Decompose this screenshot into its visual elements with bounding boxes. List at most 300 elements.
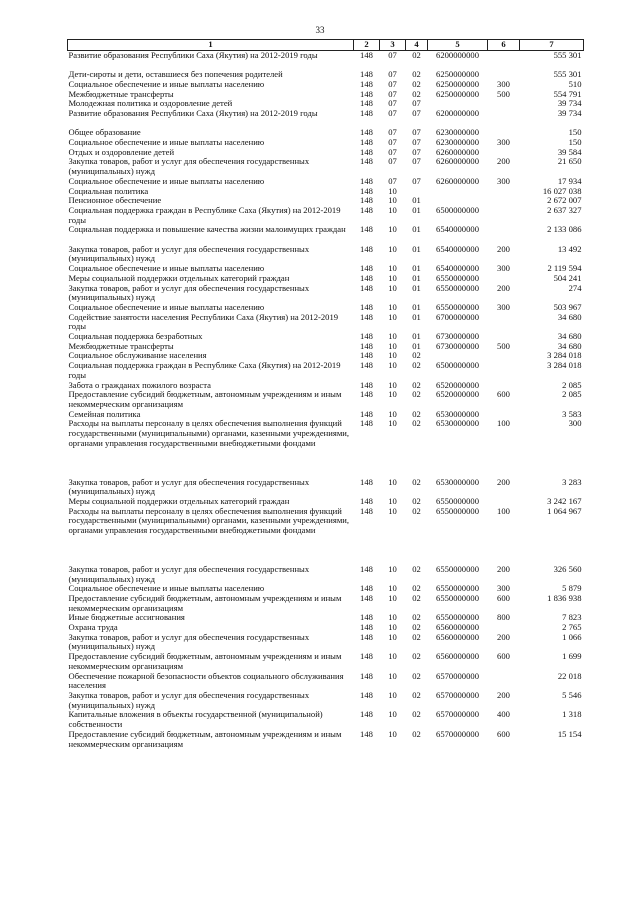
- cell-type: [488, 672, 520, 691]
- cell-section: 10: [388, 379, 397, 390]
- cell-code: 148: [360, 651, 373, 662]
- cell-name: Меры социальной поддержки отдельных категорий граждан: [68, 272, 290, 283]
- cell-target: 6700000000: [436, 311, 479, 322]
- cell-code: 148: [360, 272, 373, 283]
- cell-code: 148: [360, 204, 373, 215]
- cell-code: 148: [360, 418, 373, 429]
- cell-subsection: 02: [412, 418, 421, 429]
- cell-section: 10: [388, 690, 397, 700]
- spacer-cell: [68, 119, 584, 129]
- cell-section: 10: [388, 622, 397, 633]
- cell-name: Социальная поддержка граждан в Республике Саха (Якутия) на 2012-2019 годы: [68, 360, 341, 380]
- cell-name: Социальное обеспечение и иные выплаты населению: [68, 175, 265, 186]
- cell-target: 6550000000: [436, 282, 479, 293]
- cell-subsection: 01: [412, 204, 421, 215]
- cell-type: [488, 361, 520, 380]
- cell-subsection: 02: [412, 360, 421, 371]
- cell-type: 300: [497, 137, 510, 147]
- cell-type: 300: [497, 583, 510, 594]
- cell-target: 6570000000: [436, 728, 479, 739]
- cell-subsection: 02: [412, 49, 421, 60]
- cell-target: 6560000000: [436, 651, 479, 662]
- cell-amount: 150: [568, 137, 582, 147]
- cell-code: 148: [360, 263, 373, 274]
- cell-section: 07: [388, 78, 397, 89]
- header-col-1: 1: [68, 40, 354, 51]
- table-row: [68, 672, 584, 691]
- cell-subsection: 02: [412, 631, 421, 642]
- cell-code: 148: [360, 175, 373, 186]
- cell-type: 200: [497, 563, 510, 574]
- cell-subsection: 02: [412, 379, 421, 390]
- cell-amount: 2 765: [562, 622, 582, 633]
- cell-code: 148: [360, 612, 373, 623]
- cell-target: 6560000000: [436, 622, 479, 633]
- cell-name: Социальная политика: [68, 185, 149, 196]
- cell-amount: 2 085: [562, 379, 582, 390]
- cell-target: 6550000000: [436, 495, 479, 506]
- cell-amount: 21 650: [557, 156, 582, 167]
- cell-subsection: 01: [412, 224, 421, 235]
- cell-target: 6570000000: [436, 670, 479, 681]
- cell-amount: 2 133 086: [547, 224, 582, 235]
- cell-target: 6540000000: [436, 243, 479, 254]
- cell-name: Социальная поддержка граждан в Республике Саха (Якутия) на 2012-2019 годы: [68, 204, 341, 225]
- cell-amount: 39 584: [557, 146, 582, 157]
- cell-subsection: 02: [412, 651, 421, 662]
- cell-code: 148: [360, 224, 373, 235]
- cell-amount: 1 318: [562, 709, 582, 720]
- cell-amount: 5 879: [562, 583, 582, 594]
- cell-section: 10: [388, 185, 397, 196]
- table-row: [68, 419, 584, 477]
- cell-code: 148: [360, 389, 373, 400]
- cell-type: [488, 187, 520, 197]
- cell-target: [428, 187, 488, 197]
- cell-target: 6550000000: [436, 583, 479, 594]
- cell-type: 600: [497, 651, 510, 662]
- cell-code: 148: [360, 49, 373, 60]
- cell-section: 07: [388, 156, 397, 167]
- cell-target: 6500000000: [436, 360, 479, 371]
- cell-name: Предоставление субсидий бюджетным, автономным учреждениям и иным некоммерческим организациям: [68, 728, 342, 749]
- cell-type: 600: [497, 728, 510, 739]
- cell-name: Межбюджетные трансферты: [68, 340, 174, 351]
- cell-amount: 274: [568, 282, 582, 293]
- cell-subsection: 02: [412, 728, 421, 739]
- cell-code: 148: [360, 728, 373, 739]
- cell-subsection: 01: [412, 272, 421, 283]
- cell-subsection: 02: [412, 612, 421, 623]
- cell-subsection: 02: [412, 670, 421, 681]
- table-row: [68, 613, 584, 623]
- cell-type: 300: [497, 263, 510, 274]
- cell-name: Обеспечение пожарной безопасности объектов социального обслуживания населения: [68, 670, 344, 691]
- cell-section: 10: [388, 612, 397, 623]
- cell-name: Закупка товаров, работ и услуг для обеспечения государственных (муниципальных) нужд: [68, 690, 310, 710]
- cell-section: 10: [388, 389, 397, 400]
- cell-target: 6200000000: [436, 49, 479, 60]
- cell-section: 10: [388, 408, 397, 419]
- cell-section: 10: [388, 340, 397, 351]
- cell-name: Расходы на выплаты персоналу в целях обеспечения выполнения функций государственными (муниципальными) органами, казенными учреждениями, органами управления государственными внебюджетными фондами: [68, 418, 350, 448]
- cell-name: Меры социальной поддержки отдельных категорий граждан: [68, 495, 290, 506]
- cell-section: 10: [388, 709, 397, 720]
- cell-code: 148: [360, 622, 373, 633]
- cell-target: 6550000000: [436, 301, 479, 312]
- cell-target: 6530000000: [436, 476, 479, 487]
- cell-section: 10: [388, 311, 397, 322]
- page-number: 33: [315, 25, 325, 35]
- table-row: [68, 507, 584, 565]
- table-header-row: [68, 40, 584, 51]
- cell-code: 148: [360, 127, 373, 138]
- cell-section: 07: [388, 137, 397, 147]
- cell-name: Межбюджетные трансферты: [68, 88, 174, 99]
- cell-name: Социальное обслуживание населения: [68, 350, 207, 361]
- cell-subsection: 07: [412, 127, 421, 138]
- cell-section: 10: [388, 476, 397, 487]
- cell-subsection: 02: [412, 88, 421, 99]
- cell-code: 148: [360, 69, 373, 80]
- cell-name: Закупка товаров, работ и услуг для обеспечения государственных (муниципальных) нужд: [68, 631, 310, 652]
- cell-amount: 150: [568, 127, 582, 138]
- cell-section: 07: [388, 146, 397, 157]
- cell-amount: 555 301: [553, 49, 582, 60]
- cell-name: Общее образование: [68, 127, 141, 138]
- cell-code: 148: [360, 146, 373, 157]
- cell-code: 148: [360, 408, 373, 419]
- cell-target: 6260000000: [436, 175, 479, 186]
- cell-subsection: 01: [412, 243, 421, 254]
- cell-code: 148: [360, 137, 373, 147]
- cell-section: 07: [388, 127, 397, 138]
- header-col-2: 2: [354, 40, 380, 51]
- cell-subsection: 02: [412, 389, 421, 400]
- cell-code: 148: [360, 311, 373, 322]
- cell-type: [488, 196, 520, 206]
- cell-code: 148: [360, 243, 373, 254]
- cell-code: 148: [360, 631, 373, 642]
- table-row: [68, 109, 584, 119]
- cell-subsection: 02: [412, 563, 421, 574]
- cell-target: 6550000000: [436, 563, 479, 574]
- cell-section: 10: [388, 670, 397, 681]
- cell-amount: 504 241: [553, 272, 582, 283]
- cell-name: Капитальные вложения в объекты государственной (муниципальной) собственности: [68, 709, 323, 730]
- cell-code: 148: [360, 98, 373, 109]
- cell-name: Социальное обеспечение и иные выплаты населению: [68, 301, 265, 312]
- cell-subsection: 02: [412, 622, 421, 633]
- cell-subsection: 01: [412, 282, 421, 293]
- cell-name: Социальное обеспечение и иные выплаты населению: [68, 78, 265, 89]
- cell-amount: 1 064 967: [547, 505, 582, 516]
- cell-target: 6250000000: [436, 69, 479, 80]
- cell-type: 300: [497, 175, 510, 186]
- cell-code: 148: [360, 340, 373, 351]
- cell-amount: 1 699: [562, 651, 582, 662]
- cell-amount: 7 823: [562, 612, 582, 623]
- cell-amount: 34 680: [557, 331, 582, 342]
- cell-type: [488, 206, 520, 225]
- cell-target: 6570000000: [436, 709, 479, 720]
- cell-type: 500: [497, 88, 510, 99]
- cell-type: 300: [497, 78, 510, 89]
- cell-target: 6550000000: [436, 592, 479, 603]
- cell-type: 400: [497, 709, 510, 720]
- cell-name: Иные бюджетные ассигнования: [68, 612, 185, 623]
- cell-name: Развитие образования Республики Саха (Якутия) на 2012-2019 годы: [68, 49, 318, 60]
- cell-amount: 503 967: [553, 301, 582, 312]
- cell-section: 10: [388, 360, 397, 371]
- header-col-7: 7: [520, 40, 584, 51]
- table-row: [68, 50, 584, 60]
- cell-code: 148: [360, 156, 373, 167]
- cell-amount: 326 560: [553, 563, 582, 574]
- cell-name: Социальная поддержка безработных: [68, 331, 203, 342]
- table-row: [68, 710, 584, 729]
- cell-amount: 554 791: [553, 88, 582, 99]
- cell-subsection: 02: [412, 709, 421, 720]
- cell-type: 200: [497, 476, 510, 487]
- cell-amount: 17 934: [557, 175, 582, 186]
- cell-amount: 2 085: [562, 389, 582, 400]
- cell-subsection: 01: [412, 263, 421, 274]
- cell-amount: 3 283: [562, 476, 582, 487]
- cell-section: 10: [388, 195, 397, 206]
- cell-target: 6520000000: [436, 389, 479, 400]
- cell-section: 10: [388, 301, 397, 312]
- cell-code: 148: [360, 185, 373, 196]
- cell-section: 10: [388, 243, 397, 254]
- table-row: [68, 594, 584, 613]
- cell-name: Предоставление субсидий бюджетным, автономным учреждениям и иным некоммерческим организациям: [68, 592, 342, 613]
- cell-section: 07: [388, 49, 397, 60]
- cell-code: 148: [360, 563, 373, 574]
- header-col-5: 5: [428, 40, 488, 51]
- cell-name: Закупка товаров, работ и услуг для обеспечения государственных (муниципальных) нужд: [68, 156, 310, 177]
- cell-name: Закупка товаров, работ и услуг для обеспечения государственных (муниципальных) нужд: [68, 243, 310, 264]
- cell-section: 10: [388, 350, 397, 361]
- table-row: [68, 691, 584, 710]
- cell-name: Охрана труда: [68, 622, 118, 633]
- cell-amount: 3 284 018: [547, 360, 582, 371]
- cell-subsection: 02: [412, 78, 421, 89]
- cell-target: 6250000000: [436, 78, 479, 89]
- cell-subsection: 02: [412, 690, 421, 700]
- table-row: [68, 361, 584, 380]
- cell-type: 200: [497, 282, 510, 293]
- cell-amount: 555 301: [553, 69, 582, 80]
- cell-code: 148: [360, 78, 373, 89]
- cell-type: 100: [497, 418, 510, 429]
- cell-target: 6230000000: [436, 137, 479, 147]
- cell-amount: 510: [568, 78, 582, 89]
- header-col-6: 6: [488, 40, 520, 51]
- cell-amount: 34 680: [557, 340, 582, 351]
- cell-type: [488, 225, 520, 244]
- cell-type: 200: [497, 690, 510, 700]
- cell-code: 148: [360, 592, 373, 603]
- cell-subsection: 02: [412, 476, 421, 487]
- cell-subsection: 07: [412, 146, 421, 157]
- cell-target: 6560000000: [436, 631, 479, 642]
- table-row: [68, 225, 584, 244]
- cell-name: Семейная политика: [68, 408, 141, 419]
- header-col-4: 4: [406, 40, 428, 51]
- cell-amount: 34 680: [557, 311, 582, 322]
- cell-target: 6260000000: [436, 146, 479, 157]
- cell-target: 6230000000: [436, 127, 479, 138]
- cell-code: 148: [360, 331, 373, 342]
- cell-subsection: 07: [412, 98, 421, 109]
- cell-code: 148: [360, 107, 373, 118]
- cell-name: Социальное обеспечение и иные выплаты населению: [68, 583, 265, 594]
- cell-section: 10: [388, 224, 397, 235]
- cell-name: Молодежная политика и оздоровление детей: [68, 98, 233, 109]
- cell-name: Отдых и оздоровление детей: [68, 146, 175, 157]
- table-row: [68, 565, 584, 584]
- cell-code: 148: [360, 301, 373, 312]
- cell-type: 300: [497, 301, 510, 312]
- spacer-row: [68, 119, 584, 129]
- cell-name: Забота о гражданах пожилого возраста: [68, 379, 211, 390]
- cell-type: 200: [497, 243, 510, 254]
- cell-amount: 3 583: [562, 408, 582, 419]
- table-row: [68, 730, 584, 749]
- cell-code: 148: [360, 690, 373, 700]
- cell-target: 6550000000: [436, 272, 479, 283]
- cell-section: 10: [388, 583, 397, 594]
- cell-target: 6500000000: [436, 204, 479, 215]
- cell-section: 10: [388, 204, 397, 215]
- cell-section: 07: [388, 175, 397, 186]
- cell-name: Пенсионное обеспечение: [68, 195, 162, 206]
- cell-name: Развитие образования Республики Саха (Якутия) на 2012-2019 годы: [68, 107, 318, 118]
- cell-subsection: 02: [412, 592, 421, 603]
- cell-amount: 300: [568, 418, 582, 429]
- cell-code: 148: [360, 88, 373, 99]
- cell-section: 10: [388, 282, 397, 293]
- cell-section: 10: [388, 592, 397, 603]
- cell-amount: 3 242 167: [547, 495, 582, 506]
- cell-type: [488, 351, 520, 361]
- cell-name: Закупка товаров, работ и услуг для обеспечения государственных (муниципальных) нужд: [68, 563, 310, 584]
- table-row: [68, 633, 584, 652]
- table-body: [68, 50, 584, 749]
- cell-name: Социальная поддержка и повышение качества жизни малоимущих граждан: [68, 224, 346, 235]
- table-row: [68, 390, 584, 409]
- cell-section: 10: [388, 263, 397, 274]
- cell-subsection: 02: [412, 583, 421, 594]
- cell-type: [488, 99, 520, 109]
- cell-code: 148: [360, 505, 373, 516]
- cell-code: 148: [360, 379, 373, 390]
- cell-name: Дети-сироты и дети, оставшиеся без попечения родителей: [68, 69, 283, 80]
- cell-section: 07: [388, 69, 397, 80]
- cell-target: 6570000000: [436, 690, 479, 700]
- cell-amount: 13 492: [557, 243, 582, 254]
- cell-amount: 1 836 938: [547, 592, 582, 603]
- cell-subsection: 01: [412, 301, 421, 312]
- cell-amount: 39 734: [557, 98, 582, 109]
- cell-code: 148: [360, 350, 373, 361]
- cell-code: 148: [360, 282, 373, 293]
- cell-target: 6200000000: [436, 107, 479, 118]
- cell-code: 148: [360, 495, 373, 506]
- cell-section: 10: [388, 505, 397, 516]
- table-row: [68, 245, 584, 264]
- cell-name: Закупка товаров, работ и услуг для обеспечения государственных (муниципальных) нужд: [68, 282, 310, 303]
- cell-amount: 16 027 038: [542, 185, 582, 196]
- cell-code: 148: [360, 670, 373, 681]
- cell-name: Социальное обеспечение и иные выплаты населению: [68, 137, 265, 147]
- cell-section: 10: [388, 418, 397, 429]
- cell-name: Предоставление субсидий бюджетным, автономным учреждениям и иным некоммерческим организациям: [68, 389, 342, 409]
- cell-section: 10: [388, 651, 397, 662]
- cell-section: 10: [388, 495, 397, 506]
- cell-name: Расходы на выплаты персоналу в целях обеспечения выполнения функций государственными (муниципальными) органами, казенными учреждениями, органами управления государственными внебюджетными фондами: [68, 505, 350, 536]
- cell-type: 800: [497, 612, 510, 623]
- cell-code: 148: [360, 360, 373, 371]
- cell-target: 6250000000: [436, 88, 479, 99]
- cell-subsection: 02: [412, 408, 421, 419]
- cell-subsection: 02: [412, 350, 421, 361]
- cell-section: 07: [388, 88, 397, 99]
- cell-type: [488, 109, 520, 119]
- cell-code: 148: [360, 583, 373, 594]
- cell-amount: 3 284 018: [547, 350, 582, 361]
- cell-amount: 5 546: [562, 690, 582, 700]
- cell-type: 200: [497, 156, 510, 167]
- cell-code: 148: [360, 709, 373, 720]
- cell-subsection: 01: [412, 340, 421, 351]
- cell-amount: 2 119 594: [547, 263, 582, 274]
- cell-subsection: 07: [412, 137, 421, 147]
- cell-type: [488, 313, 520, 332]
- cell-section: 10: [388, 631, 397, 642]
- cell-target: 6520000000: [436, 379, 479, 390]
- cell-amount: 39 734: [557, 107, 582, 118]
- cell-target: 6540000000: [436, 224, 479, 235]
- table-row: [68, 313, 584, 332]
- cell-target: 6550000000: [436, 505, 479, 516]
- cell-target: 6730000000: [436, 331, 479, 342]
- cell-target: 6260000000: [436, 156, 479, 167]
- cell-subsection: 02: [412, 495, 421, 506]
- cell-type: 200: [497, 631, 510, 642]
- cell-section: 10: [388, 272, 397, 283]
- cell-name: Социальное обеспечение и иные выплаты населению: [68, 263, 265, 274]
- header-col-3: 3: [380, 40, 406, 51]
- cell-amount: 22 018: [557, 670, 582, 681]
- cell-type: 600: [497, 389, 510, 400]
- cell-code: 148: [360, 476, 373, 487]
- cell-section: 07: [388, 98, 397, 109]
- table-row: [68, 284, 584, 303]
- table-row: [68, 478, 584, 497]
- cell-subsection: 02: [412, 505, 421, 516]
- cell-target: 6540000000: [436, 263, 479, 274]
- cell-subsection: 07: [412, 156, 421, 167]
- table-row: [68, 652, 584, 671]
- cell-name: Предоставление субсидий бюджетным, автономным учреждениям и иным некоммерческим организациям: [68, 651, 342, 671]
- budget-table: [67, 39, 584, 749]
- table-row: [68, 157, 584, 176]
- cell-subsection: 02: [412, 69, 421, 80]
- cell-type: [488, 50, 520, 60]
- cell-amount: 2 672 007: [547, 195, 582, 206]
